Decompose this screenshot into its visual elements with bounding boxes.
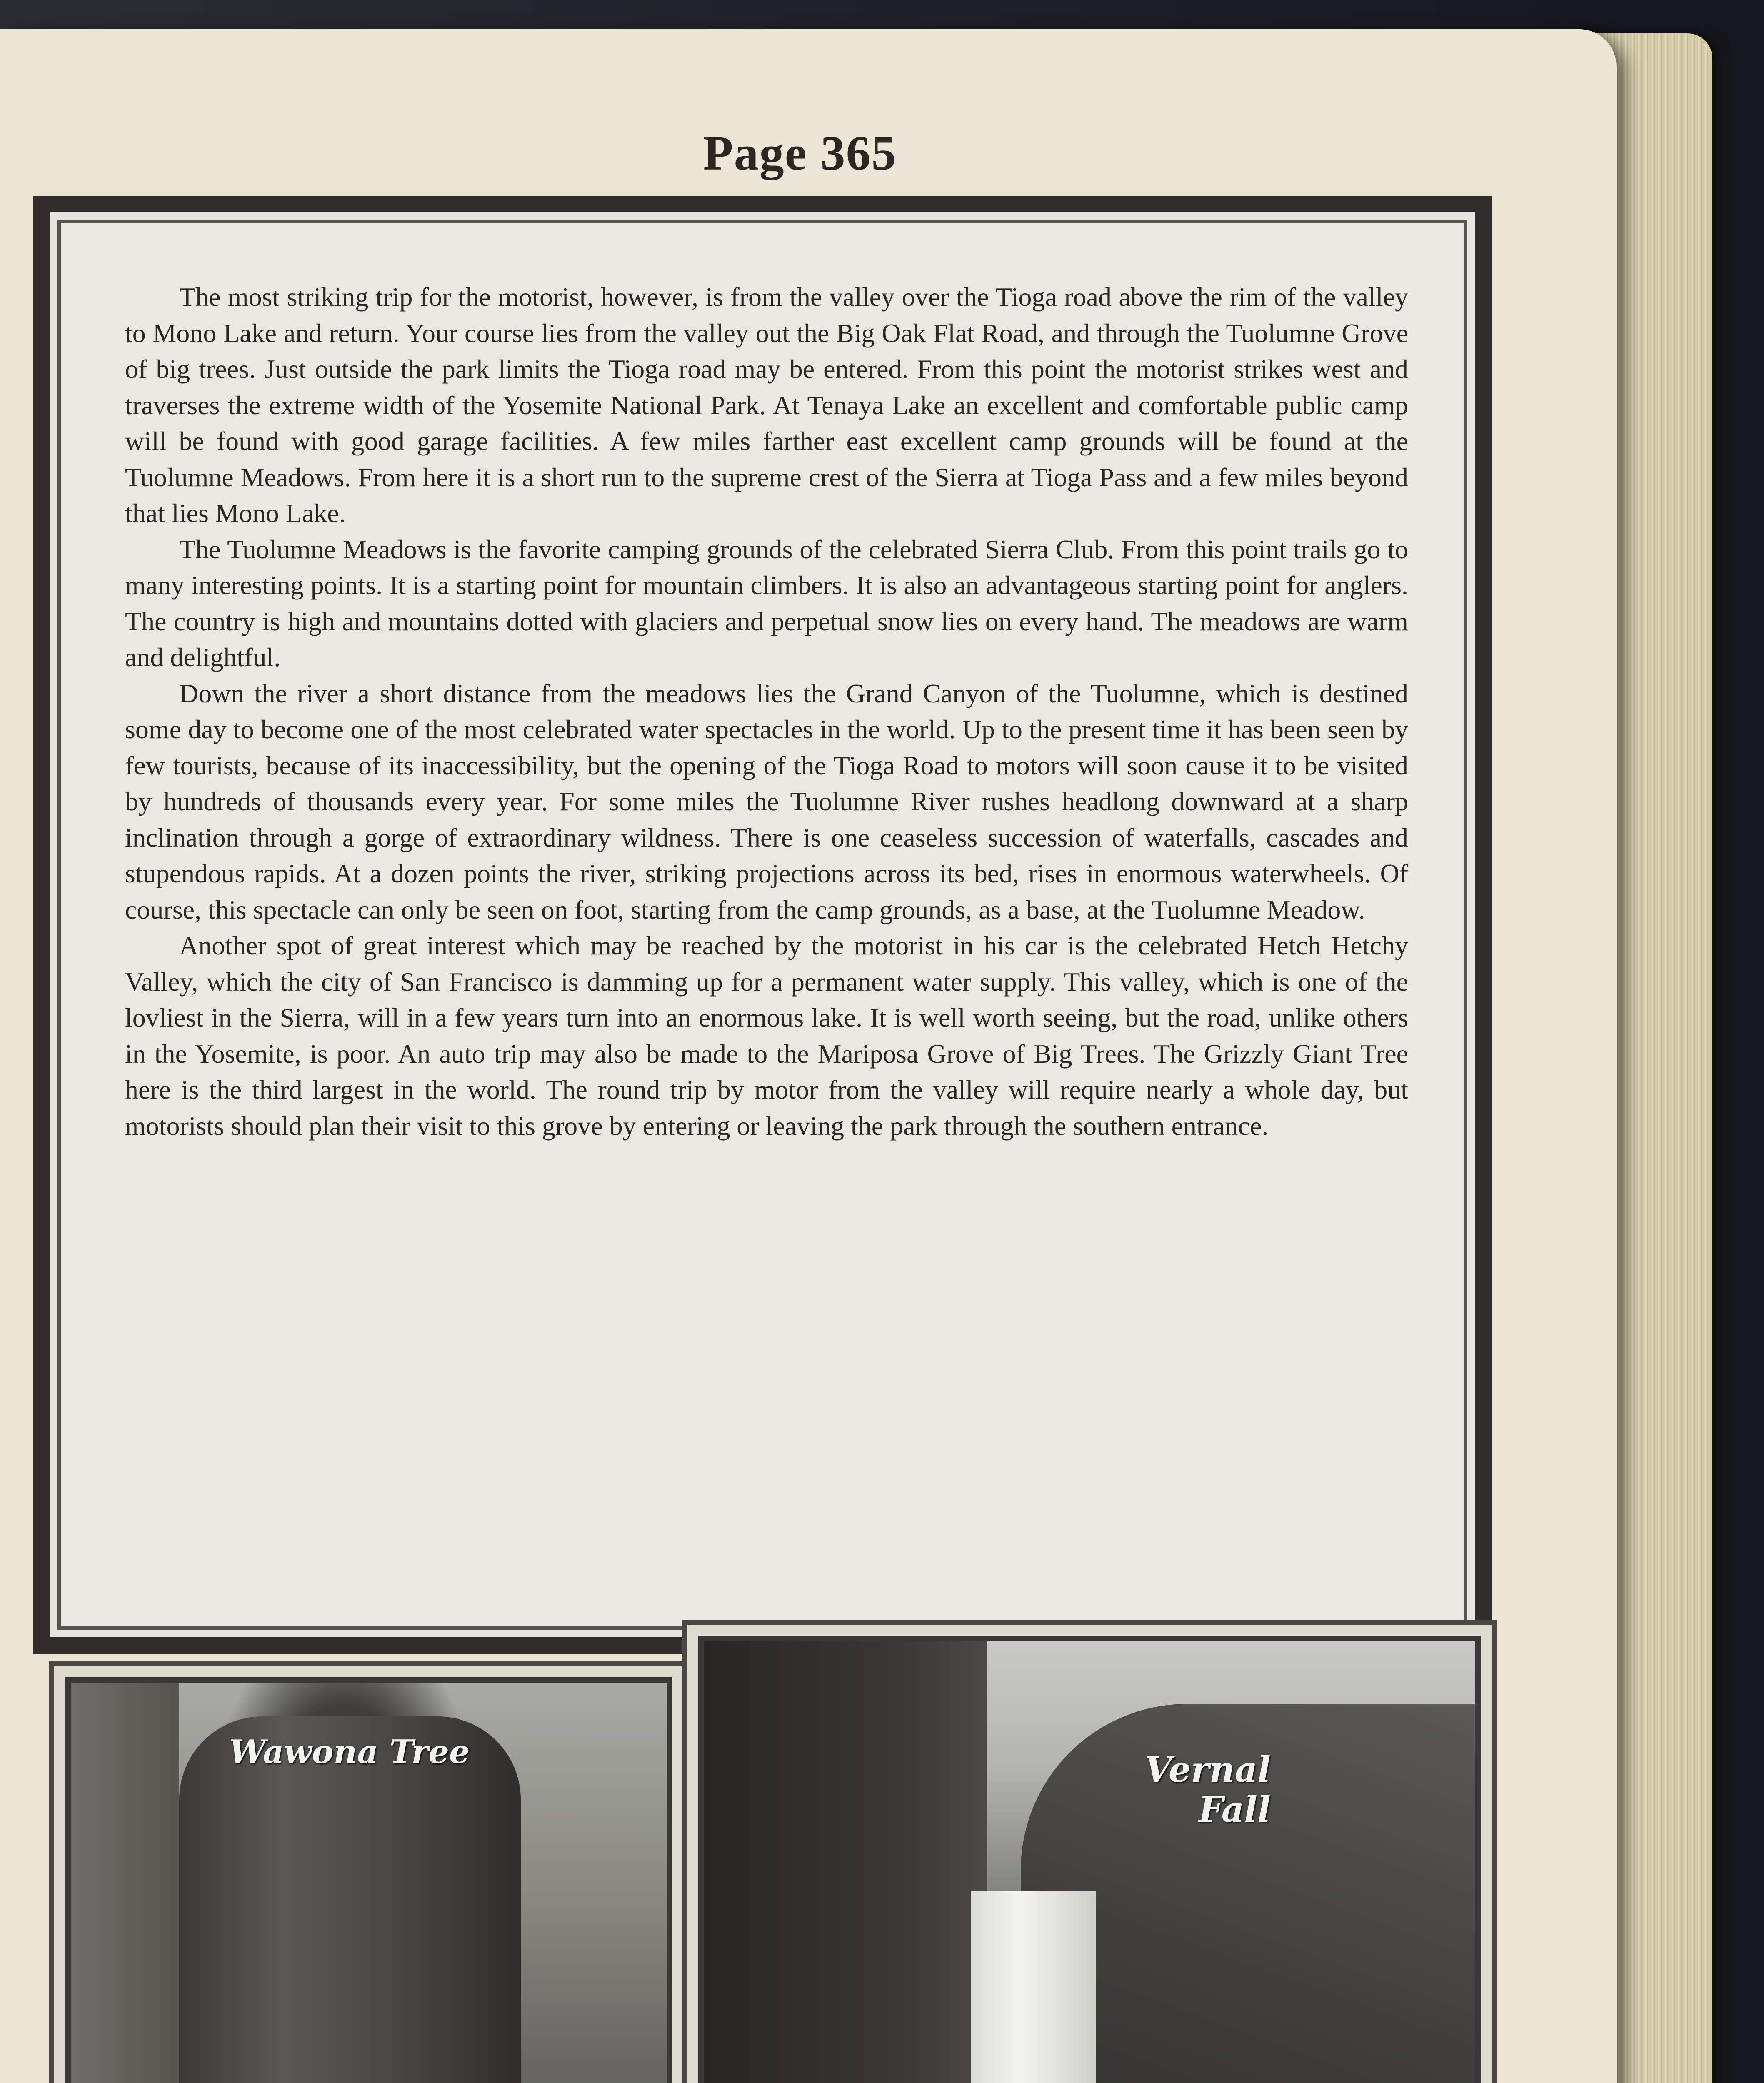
photo-forest-left	[71, 1683, 179, 2083]
vernal-fall-caption	[1121, 1750, 1271, 1830]
wawona-tree-photo	[71, 1683, 667, 2083]
article-paragraph-3: Down the river a short distance from the meadows lies the Grand Canyon of the Tuolumne, which is destined some day to become one of the most celebrated water spectacles in the world. Up to the present time it has been seen by few tourists, because of its inaccessibility, but the opening of the Tioga Road to motors will soon cause it to be visited by hundreds of thousands every year. For some miles the Tuolumne River rushes headlong downward at a sharp inclination through a gorge of extraordinary wildness. There is one ceaseless succession of waterfalls, cascades and stupendous rapids. At a dozen points the river, striking projections across its bed, rises in enormous waterwheels. Of course, this spectacle can only be seen on foot, starting from the camp grounds, as a base, at the Tuolumne Meadow.	[125, 678, 1408, 924]
vernal-fall-caption-line-2: Fall	[1198, 1789, 1271, 1830]
article-paragraph-1: The most striking trip for the motorist, however, is from the valley over the Tioga road above the rim of the valley to Mono Lake and return. Your course lies from the valley out the Big Oak Flat Road, and through the Tuolumne Grove of big trees. Just outside the park limits the Tioga road may be entered. From this point the motorist strikes west and traverses the extreme width of the Yosemite National Park. At Tenaya Lake an excellent and comfortable public camp will be found with good garage facilities. A few miles farther east excellent camp grounds will be found at the Tuolumne Meadows. From here it is a short run to the supreme crest of the Sierra at Tioga Pass and a few miles beyond that lies Mono Lake.	[125, 282, 1408, 528]
photo-giant-sequoia-trunk	[179, 1716, 521, 2083]
photo-dark-forest	[704, 1641, 987, 2083]
scrapbook-page	[0, 29, 1617, 2083]
wawona-tree-caption: Wawona Tree	[229, 1733, 470, 1771]
article-text	[125, 279, 1408, 1144]
vernal-fall-photo	[704, 1641, 1475, 2083]
vernal-fall-caption-line-1: Vernal	[1144, 1749, 1271, 1790]
photo-waterfall	[971, 1891, 1096, 2083]
page-header: Page 365	[703, 126, 897, 180]
article-panel	[33, 196, 1492, 1654]
article-paragraph-2: The Tuolumne Meadows is the favorite camping grounds of the celebrated Sierra Club. From this point trails go to many interesting points. It is a starting point for mountain climbers. It is also an advantageous starting point for anglers. The country is high and mountains dotted with glaciers and perpetual snow lies on every hand. The meadows are warm and delightful.	[125, 534, 1408, 672]
article-paragraph-4: Another spot of great interest which may be reached by the motorist in his car is the celebrated Hetch Hetchy Valley, which the city of San Francisco is damming up for a permanent water supply. This valley, which is one of the lovliest in the Sierra, will in a few years turn into an enormous lake. It is well worth seeing, but the road, unlike others in the Yosemite, is poor. An auto trip may also be made to the Mariposa Grove of Big Trees. The Grizzly Giant Tree here is the third largest in the world. The round trip by motor from the valley will require nearly a whole day, but motorists should plan their visit to this grove by entering or leaving the park through the southern entrance.	[125, 931, 1408, 1141]
